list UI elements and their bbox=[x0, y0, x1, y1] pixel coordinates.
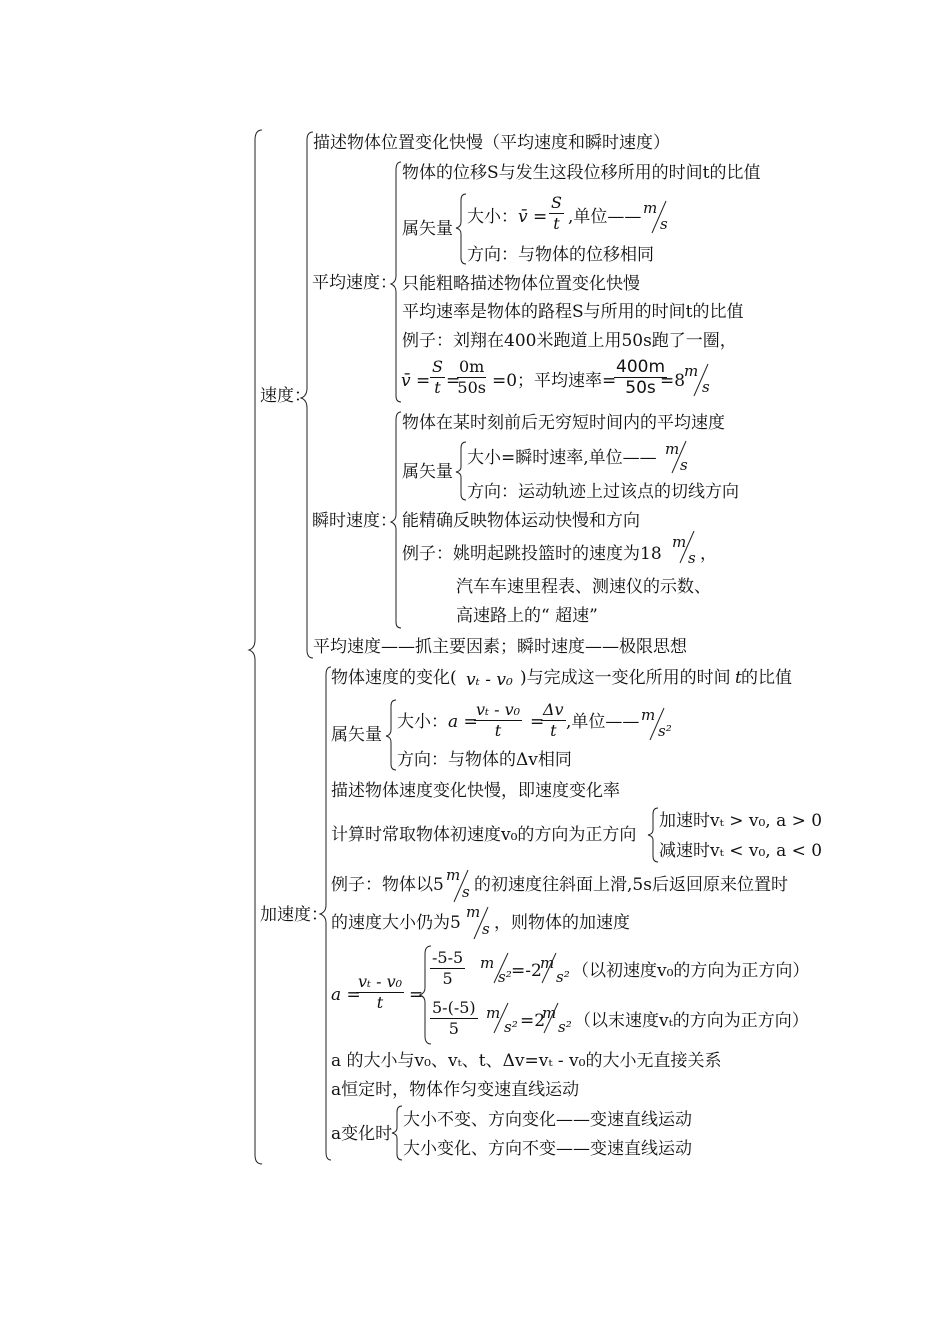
calc-c1-res: =-2 bbox=[511, 961, 542, 981]
unit-m: m bbox=[665, 440, 680, 458]
accel-def-var: vₜ - v₀ bbox=[466, 670, 513, 690]
unit-m: m bbox=[540, 954, 555, 972]
inst-precise: 能精确反映物体运动快慢和方向 bbox=[402, 511, 640, 531]
accel-relation: a 的大小与v₀、vₜ、t、Δv=vₜ - v₀的大小无直接关系 bbox=[331, 1051, 722, 1071]
unit-s2: s² bbox=[504, 1018, 518, 1036]
calc-c1-frac: $\frac{-5-5}{5}$ bbox=[432, 948, 464, 988]
avg-speed-label: 平均速度： bbox=[312, 273, 397, 293]
accel-def-c: 的比值 bbox=[741, 668, 792, 688]
accel-desc: 描述物体速度变化快慢，即速度变化率 bbox=[331, 781, 620, 801]
speed-summary: 平均速度——抓主要因素；瞬时速度——极限思想 bbox=[313, 637, 687, 657]
unit-m: m bbox=[486, 1004, 501, 1022]
unit-m: m bbox=[672, 533, 687, 551]
accel-def-b: )与完成这一变化所用的时间 bbox=[520, 668, 731, 688]
unit-s: s bbox=[482, 920, 490, 938]
unit-s2: s² bbox=[498, 968, 512, 986]
speed-label: 速度： bbox=[260, 386, 311, 406]
calc-frac: $\frac{\text{vₜ - v₀}}{t}$ bbox=[358, 972, 403, 1012]
calc-c2-note: （以末速度vₜ的方向为正方向） bbox=[574, 1011, 809, 1031]
accel-example1b: 的初速度往斜面上滑,5s后返回原来位置时 bbox=[474, 875, 788, 895]
unit-m: m bbox=[480, 954, 495, 972]
unit-m: m bbox=[643, 199, 658, 217]
case-brace bbox=[648, 808, 658, 862]
calc-c1-note: （以初速度v₀的方向为正方向） bbox=[572, 961, 810, 981]
inst-example2: 汽车车速里程表、测速仪的示数、 bbox=[456, 577, 711, 597]
accel-label: 加速度： bbox=[260, 905, 328, 925]
change-brace bbox=[392, 1106, 402, 1160]
inst-vector-brace bbox=[456, 442, 466, 500]
outer-brace bbox=[249, 130, 262, 1164]
accel-frac-1: $\frac{\text{vₜ - v₀}}{t}$ bbox=[476, 700, 521, 740]
accel-const: a恒定时，物体作匀变速直线运动 bbox=[331, 1080, 580, 1100]
accel-change1: 大小不变、方向变化——变速直线运动 bbox=[403, 1110, 692, 1130]
avg-def: 物体的位移S与发生这段位移所用的时间t的比值 bbox=[402, 163, 761, 183]
accel-def-a: 物体速度的变化( bbox=[331, 668, 457, 688]
ex-frac-2: $\frac{0m}{50s}$ bbox=[457, 357, 486, 397]
unit-s: s bbox=[688, 549, 696, 567]
inst-example3: 高速路上的“ 超速” bbox=[456, 606, 598, 626]
accel-size-prefix: 大小： bbox=[397, 712, 448, 732]
ex-end: =8 bbox=[660, 371, 686, 391]
inst-vector-label: 属矢量 bbox=[402, 462, 453, 482]
avg-vector-label: 属矢量 bbox=[402, 219, 453, 239]
avg-fraction: $\frac{S}{t}$ bbox=[551, 193, 562, 233]
avg-rough: 只能粗略描述物体位置变化快慢 bbox=[402, 274, 640, 294]
inst-def: 物体在某时刻前后无穷短时间内的平均速度 bbox=[402, 413, 725, 433]
accel-frac-2: $\frac{\Delta v}{t}$ bbox=[543, 700, 564, 740]
ex-mid: =0；平均速率= bbox=[492, 371, 617, 391]
unit-m: m bbox=[684, 362, 699, 380]
inst-example: 例子：姚明起跳投篮时的速度为18 bbox=[402, 544, 662, 564]
unit-m: m bbox=[466, 903, 481, 921]
accel-change2: 大小变化、方向不变——变速直线运动 bbox=[403, 1139, 692, 1159]
speed-desc: 描述物体位置变化快慢（平均速度和瞬时速度） bbox=[313, 133, 670, 153]
unit-s2: s² bbox=[558, 1018, 572, 1036]
calc-c2-res: =2 bbox=[520, 1011, 546, 1031]
inst-size: 大小=瞬时速率,单位—— bbox=[467, 448, 657, 468]
unit-s: s bbox=[660, 215, 668, 233]
calc-c2-frac: $\frac{5-(-5)}{5}$ bbox=[432, 998, 476, 1038]
accel-calc: 计算时常取物体初速度v₀的方向为正方向 bbox=[331, 825, 637, 845]
inst-speed-label: 瞬时速度： bbox=[312, 511, 397, 531]
avg-size-formula: v̄ = bbox=[518, 207, 548, 227]
unit-m: m bbox=[641, 706, 656, 724]
accel-change-label: a变化时 bbox=[331, 1124, 393, 1144]
accel-example1: 例子：物体以5 bbox=[331, 875, 444, 895]
accel-dir: 方向：与物体的Δv相同 bbox=[397, 750, 572, 770]
avg-vector-brace bbox=[456, 194, 466, 264]
avg-rate: 平均速率是物体的路程S与所用的时间t的比值 bbox=[402, 302, 744, 322]
accel-vector-label: 属矢量 bbox=[331, 725, 382, 745]
unit-s: s bbox=[680, 456, 688, 474]
accel-example2: 的速度大小仍为5 bbox=[331, 913, 461, 933]
avg-example: 例子：刘翔在400米跑道上用50s跑了一圈， bbox=[402, 331, 737, 351]
ex-frac-1: $\frac{S}{t}$ bbox=[432, 357, 443, 397]
decel-case: 减速时vₜ < v₀, a < 0 bbox=[659, 841, 823, 861]
accel-example2b: ，则物体的加速度 bbox=[494, 913, 630, 933]
unit-m: m bbox=[446, 866, 461, 884]
avg-size-prefix: 大小： bbox=[467, 207, 518, 227]
calc-a: a = bbox=[331, 985, 361, 1005]
inst-dir: 方向：运动轨迹上过该点的切线方向 bbox=[467, 482, 739, 502]
accel-size-unit: ,单位—— bbox=[566, 712, 640, 732]
unit-m: m bbox=[542, 1004, 557, 1022]
accel-a-eq: a = bbox=[448, 712, 478, 732]
unit-s2: s² bbox=[658, 722, 672, 740]
avg-size-unit: ,单位—— bbox=[568, 207, 642, 227]
accel-case: 加速时vₜ > v₀, a > 0 bbox=[659, 811, 823, 831]
ex-frac-3: $\frac{400m}{50s}$ bbox=[616, 357, 666, 398]
unit-s: s bbox=[462, 883, 470, 901]
avg-dir: 方向：与物体的位移相同 bbox=[467, 245, 654, 265]
accel-vector-brace bbox=[386, 700, 396, 770]
unit-s: s bbox=[702, 378, 710, 396]
ex-v: v̄ = bbox=[401, 371, 431, 391]
unit-s2: s² bbox=[556, 968, 570, 986]
